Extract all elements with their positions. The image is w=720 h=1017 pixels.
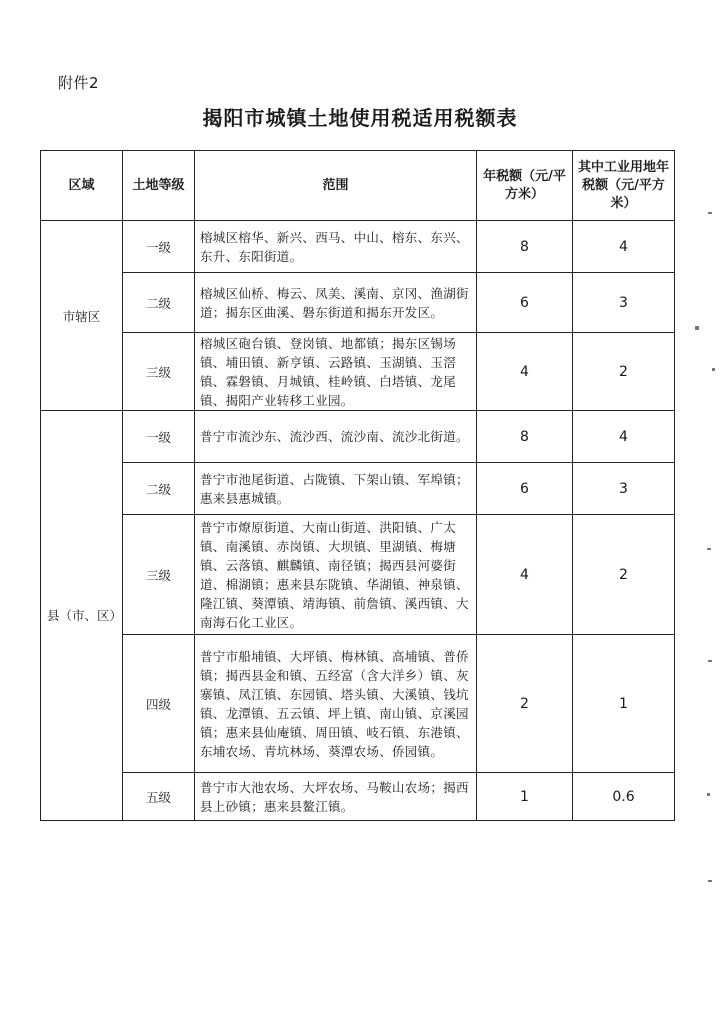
grade-cell: 一级 xyxy=(123,411,195,463)
table-row xyxy=(41,463,675,515)
grade-cell: 四级 xyxy=(123,635,195,773)
table-row xyxy=(41,515,675,635)
scan-speck xyxy=(707,793,710,796)
header-grade: 土地等级 xyxy=(123,151,195,221)
scan-speck xyxy=(695,326,699,330)
industrial-tax-cell: 2 xyxy=(573,333,675,411)
scan-speck xyxy=(712,368,715,371)
annual-tax-cell: 6 xyxy=(477,273,573,333)
table-row xyxy=(41,773,675,821)
region-cell: 市辖区 xyxy=(41,221,123,411)
table-row xyxy=(41,411,675,463)
table-header-row xyxy=(41,151,675,221)
industrial-tax-cell: 1 xyxy=(573,635,675,773)
industrial-tax-cell: 3 xyxy=(573,273,675,333)
grade-cell: 一级 xyxy=(123,221,195,273)
page-title: 揭阳市城镇土地使用税适用税额表 xyxy=(202,106,518,130)
industrial-tax-cell: 4 xyxy=(573,411,675,463)
tax-rate-table xyxy=(40,150,675,821)
annual-tax-cell: 4 xyxy=(477,515,573,635)
annual-tax-cell: 4 xyxy=(477,333,573,411)
scope-cell: 普宁市流沙东、流沙西、流沙南、流沙北街道。 xyxy=(195,411,477,463)
scope-cell: 榕城区仙桥、梅云、凤美、溪南、京冈、渔湖街道；揭东区曲溪、磐东街道和揭东开发区。 xyxy=(195,273,477,333)
scope-cell: 普宁市船埔镇、大坪镇、梅林镇、高埔镇、普侨镇；揭西县金和镇、五经富（含大洋乡）镇、灰寨镇、凤江镇、东园镇、塔头镇、大溪镇、钱坑镇、龙潭镇、五云镇、坪上镇、南山镇、京溪园镇；惠来县仙庵镇、周田镇、岐石镇、东港镇、东埔农场、青坑林场、葵潭农场、侨园镇。 xyxy=(195,635,477,773)
scope-cell: 榕城区榕华、新兴、西马、中山、榕东、东兴、东升、东阳街道。 xyxy=(195,221,477,273)
table-row xyxy=(41,333,675,411)
table-row xyxy=(41,635,675,773)
grade-cell: 三级 xyxy=(123,515,195,635)
industrial-tax-cell: 3 xyxy=(573,463,675,515)
header-annual-tax: 年税额（元/平方米） xyxy=(477,151,573,221)
scan-speck xyxy=(708,212,712,214)
attachment-label: 附件2 xyxy=(58,74,100,92)
industrial-tax-cell: 0.6 xyxy=(573,773,675,821)
industrial-tax-cell: 4 xyxy=(573,221,675,273)
grade-cell: 二级 xyxy=(123,463,195,515)
scope-cell: 普宁市燎原街道、大南山街道、洪阳镇、广太镇、南溪镇、赤岗镇、大坝镇、里湖镇、梅塘镇、云落镇、麒麟镇、南径镇；揭西县河婆街道、棉湖镇；惠来县东陇镇、华湖镇、神泉镇、隆江镇、葵潭镇、靖海镇、前詹镇、溪西镇、大南海石化工业区。 xyxy=(195,515,477,635)
table-row xyxy=(41,221,675,273)
grade-cell: 五级 xyxy=(123,773,195,821)
table-row xyxy=(41,273,675,333)
header-industrial-tax: 其中工业用地年税额（元/平方米） xyxy=(573,151,675,221)
annual-tax-cell: 8 xyxy=(477,221,573,273)
annual-tax-cell: 6 xyxy=(477,463,573,515)
annual-tax-cell: 2 xyxy=(477,635,573,773)
scope-cell: 榕城区砲台镇、登岗镇、地都镇；揭东区锡场镇、埔田镇、新亨镇、云路镇、玉湖镇、玉滘镇、霖磐镇、月城镇、桂岭镇、白塔镇、龙尾镇、揭阳产业转移工业园。 xyxy=(195,333,477,411)
annual-tax-cell: 8 xyxy=(477,411,573,463)
header-scope: 范围 xyxy=(195,151,477,221)
region-cell: 县（市、区） xyxy=(41,411,123,821)
scan-speck xyxy=(708,660,712,662)
header-region: 区域 xyxy=(41,151,123,221)
scope-cell: 普宁市池尾街道、占陇镇、下架山镇、军埠镇；惠来县惠城镇。 xyxy=(195,463,477,515)
grade-cell: 二级 xyxy=(123,273,195,333)
scan-speck xyxy=(707,548,711,550)
scan-speck xyxy=(708,880,712,882)
industrial-tax-cell: 2 xyxy=(573,515,675,635)
grade-cell: 三级 xyxy=(123,333,195,411)
annual-tax-cell: 1 xyxy=(477,773,573,821)
scope-cell: 普宁市大池农场、大坪农场、马鞍山农场；揭西县上砂镇；惠来县鳌江镇。 xyxy=(195,773,477,821)
